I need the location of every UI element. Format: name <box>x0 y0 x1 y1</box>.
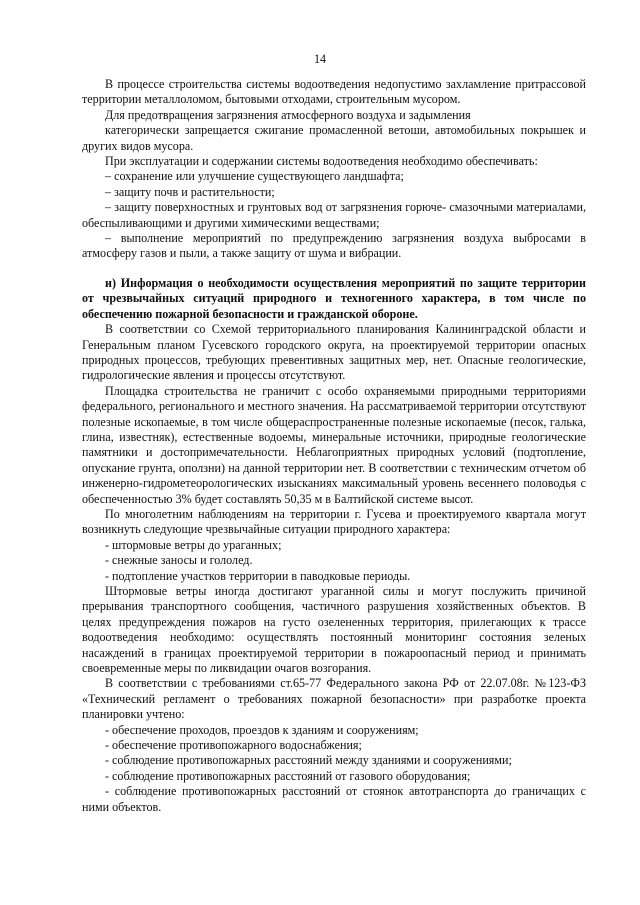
paragraph: В процессе строительства системы водоотведения недопустимо захламление притрассовой территории металлоломом, бытовыми отходами, строительным мусором. <box>82 77 586 107</box>
list-item: - подтопление участков территории в паводковые периоды. <box>105 568 411 583</box>
list-item: - штормовые ветры до ураганных; <box>105 537 282 552</box>
page-number: 14 <box>313 52 327 66</box>
paragraph: В соответствии с требованиями ст.65-77 Федерального закона РФ от 22.07.08г. №123-ФЗ «Технический регламент о требованиях пожарной безопасности» при разработке проекта планировки учтено: <box>82 676 586 722</box>
paragraph: В соответствии со Схемой территориального планирования Калининградской области и Генеральным планом Гусевского городского округа, на проектируемой территории опасных природных процессов, требующих превентивных защитных мер, нет. Опасные геологические, гидрологические явления и процессы отсутствуют. <box>82 322 586 383</box>
list-item: – выполнение мероприятий по предупреждению загрязнения воздуха выбросами в атмосферу газов и пыли, а также защиту от шума и вибрации. <box>82 231 586 261</box>
list-item: - соблюдение противопожарных расстояний от газового оборудования; <box>105 768 471 783</box>
paragraph: Для предотвращения загрязнения атмосферного воздуха и задымления <box>105 107 471 122</box>
paragraph: По многолетним наблюдениям на территории г. Гусева и проектируемого квартала могут возникнуть следующие чрезвычайные ситуации природного характера: <box>82 506 586 537</box>
list-item: – защиту почв и растительности; <box>105 184 275 199</box>
paragraph: категорически запрещается сжигание промасленной ветоши, автомобильных покрышек и других видов мусора. <box>82 123 586 153</box>
section-heading: и) Информация о необходимости осуществления мероприятий по защите территории от чрезвычайных ситуаций природного и техногенного характера, в том числе по обеспечению пожарной безопасности и гражданской обороне. <box>82 275 586 321</box>
paragraph: Штормовые ветры иногда достигают ураганной силы и могут послужить причиной прерывания транспортного сообщения, частичного разрушения хозяйственных объектов. В целях предупреждения пожаров на густо озелененных территория, прилегающих к трассе водоотведения необходимо: осуществлять постоянный мониторинг состояния зеленых насаждений в границах проектируемой территории в пожароопасный период и принимать своевременные меры по ликвидации очагов возгорания. <box>82 584 586 676</box>
list-item: - соблюдение противопожарных расстояний от стоянок автотранспорта до граничащих с ними объектов. <box>82 784 586 814</box>
list-item: - снежные заносы и гололед. <box>105 553 253 568</box>
paragraph: Площадка строительства не граничит с особо охраняемыми природными территориями федерального, регионального и местного значения. На рассматриваемой территории отсутствуют полезные ископаемые, в том числе общераспространенные полезные ископаемые (песок, галька, глина, известняк), естественные водоемы, минеральные источники, природные геологические памятники и достопримечательности. Неблагоприятных природных условий (подтопление, опускание грунта, оползни) на данной территории нет. В соответствии с техническим отчетом об инженерно-гидрометеорологических изысканиях максимальный уровень весеннего половодья с обеспеченностью 3% будет составлять 50,35 м в Балтийской системе высот. <box>82 383 586 506</box>
list-item: - обеспечение проходов, проездов к зданиям и сооружениям; <box>105 722 419 737</box>
list-item: - обеспечение противопожарного водоснабжения; <box>105 738 362 753</box>
list-item: – защиту поверхностных и грунтовых вод от загрязнения горюче- смазочными материалами, обеспыливающими и другими химическими веществами; <box>82 200 586 230</box>
list-item: – сохранение или улучшение существующего ландшафта; <box>105 169 404 184</box>
list-item: - соблюдение противопожарных расстояний между зданиями и сооружениями; <box>105 753 512 768</box>
paragraph: При эксплуатации и содержании системы водоотведения необходимо обеспечивать: <box>105 154 538 169</box>
document-body <box>82 77 586 815</box>
